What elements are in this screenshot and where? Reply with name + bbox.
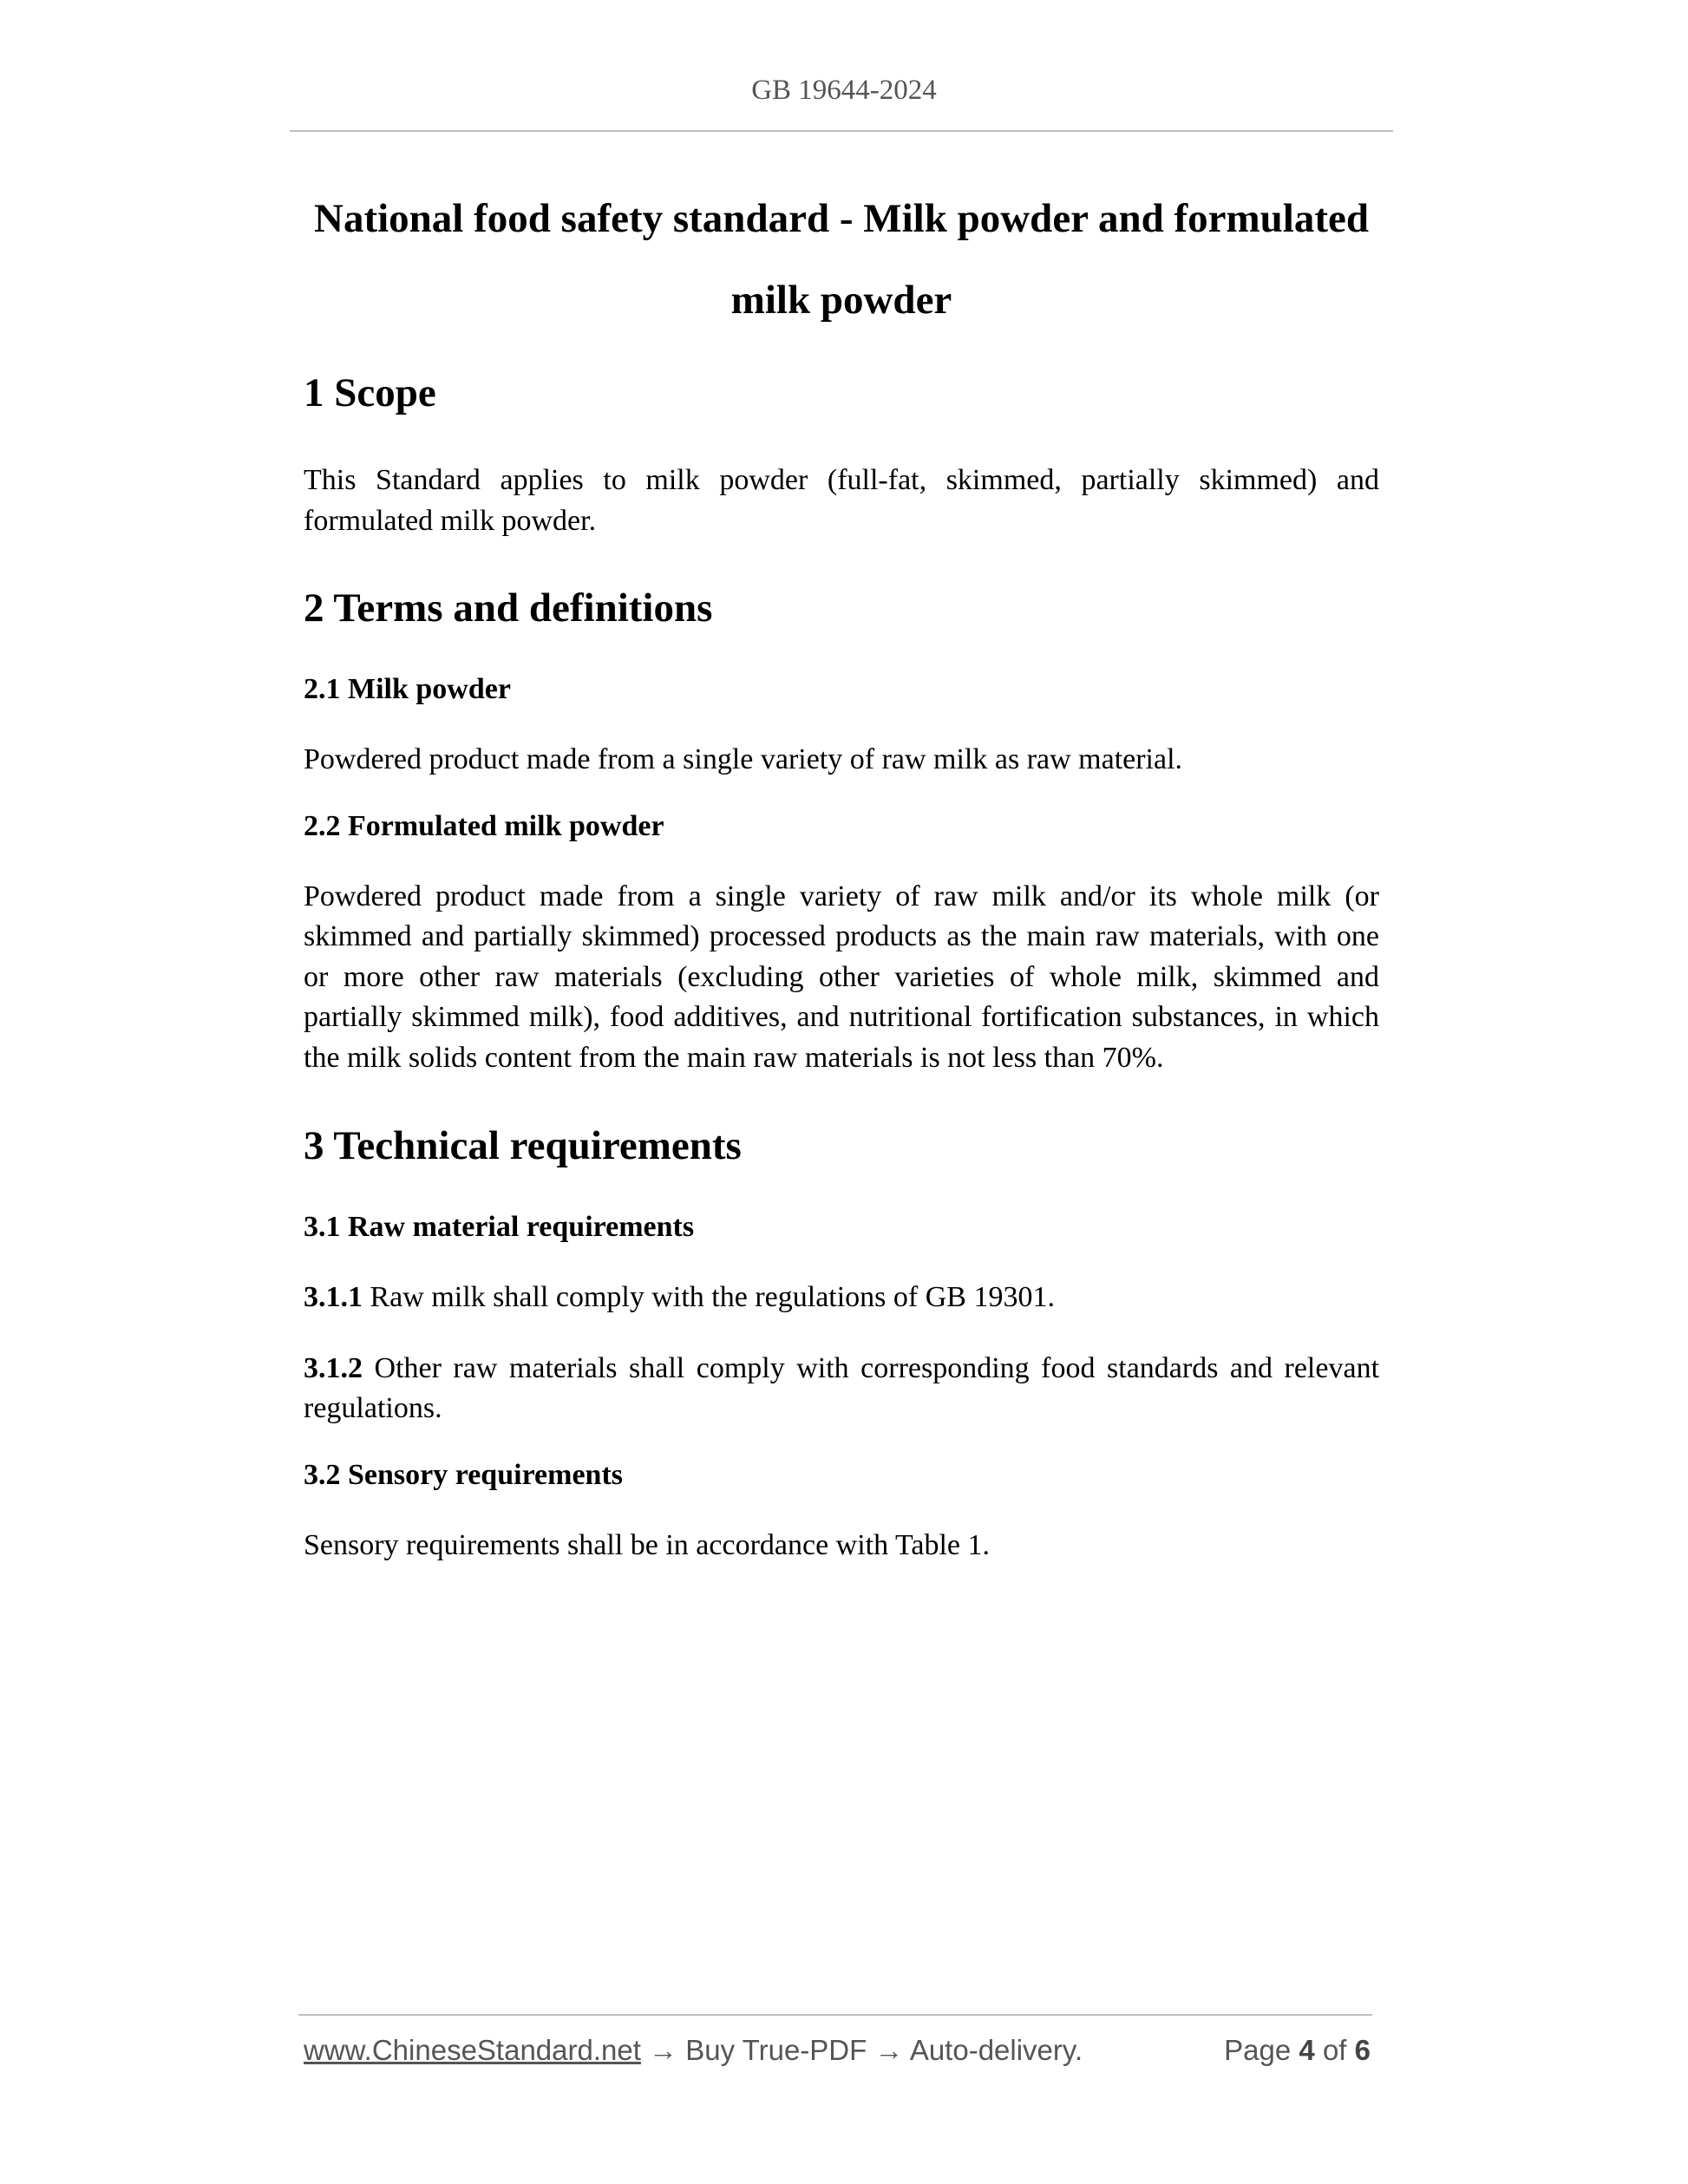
page-footer: [304, 2034, 1371, 2072]
section-heading-technical-requirements: 3 Technical requirements: [304, 1123, 742, 1168]
subsection-heading-milk-powder: 2.1 Milk powder: [304, 673, 511, 705]
header-divider: [290, 130, 1393, 132]
page-current-number: 4: [1299, 2034, 1315, 2066]
subsection-heading-formulated-milk-powder: 2.2 Formulated milk powder: [304, 809, 664, 842]
footer-promo-text: → Buy True-PDF → Auto-delivery.: [649, 2034, 1083, 2066]
scope-paragraph: This Standard applies to milk powder (full-fat, skimmed, partially skimmed) and formulated milk powder.: [304, 464, 1379, 537]
document-title-line-1: National food safety standard - Milk powder and formulated: [314, 196, 1369, 241]
clause-3-1-2-number: 3.1.2: [304, 1351, 363, 1384]
clause-3-1-2: [304, 1349, 1379, 1429]
clause-3-1-1-text: Raw milk shall comply with the regulations of GB 19301.: [370, 1281, 1055, 1313]
sensory-paragraph: Sensory requirements shall be in accordance with Table 1.: [304, 1528, 991, 1561]
document-title-line-2: milk powder: [730, 278, 952, 323]
footer-promo: [304, 2034, 1083, 2067]
section-heading-terms: 2 Terms and definitions: [304, 585, 713, 631]
footer-website-link[interactable]: www.ChineseStandard.net: [304, 2034, 641, 2066]
page-total-number: 6: [1354, 2034, 1371, 2066]
clause-3-1-1: [304, 1278, 1379, 1318]
document-body: [304, 178, 1379, 1566]
subsection-heading-raw-material: 3.1 Raw material requirements: [304, 1211, 695, 1243]
page-of-label: of: [1322, 2034, 1347, 2066]
clause-3-1-2-text: Other raw materials shall comply with corresponding food standards and relevant regulations.: [304, 1351, 1380, 1424]
page-indicator: [1224, 2034, 1371, 2067]
clause-3-1-1-number: 3.1.1: [304, 1281, 363, 1313]
page-label: Page: [1224, 2034, 1292, 2066]
formulated-milk-powder-definition: Powdered product made from a single variety of raw milk and/or its whole milk (or skimmed and partially skimmed) processed products as the main raw materials, with one or more other raw materials (excluding other varieties of whole milk, skimmed and partially skimmed milk), food additives, and nutritional fortification substances, in which the milk solids content from the main raw materials is not less than 70%.: [304, 879, 1379, 1074]
section-heading-scope: 1 Scope: [304, 370, 436, 415]
footer-divider: [298, 2014, 1372, 2016]
header-standard-code: GB 19644-2024: [751, 75, 937, 106]
document-title: [304, 178, 1379, 341]
milk-powder-definition: Powdered product made from a single variety of raw milk as raw material.: [304, 743, 1183, 775]
subsection-heading-sensory: 3.2 Sensory requirements: [304, 1458, 624, 1491]
